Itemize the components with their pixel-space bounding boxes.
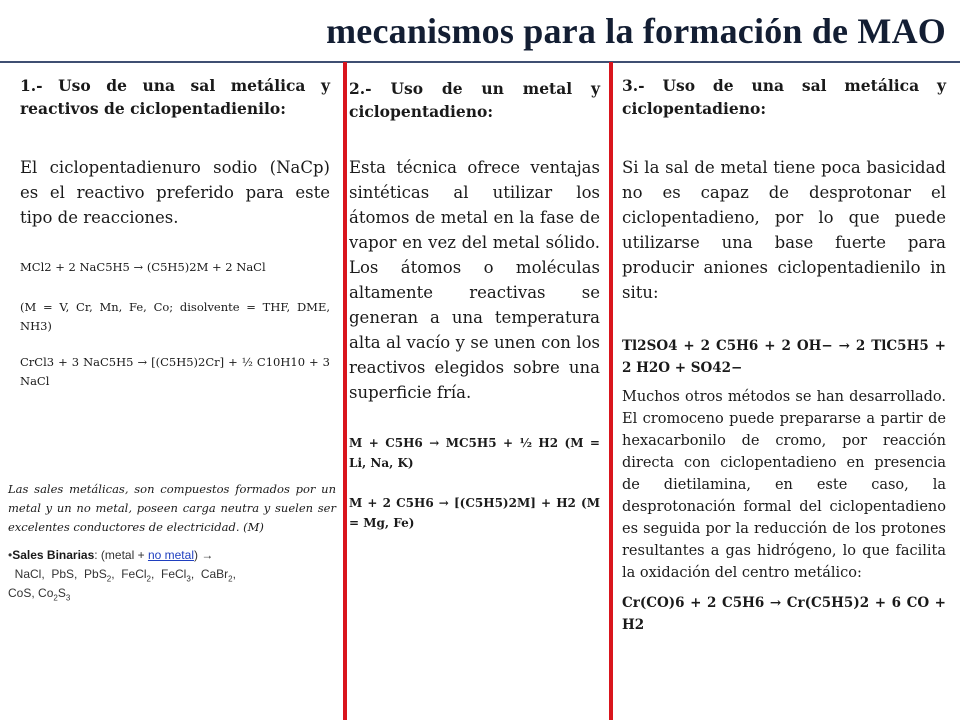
formula-fecl2: FeCl$_2$, [121,567,155,584]
column-3 [622,72,946,636]
title-underline [0,61,960,63]
bullet-sep: : (metal + [94,548,148,562]
col1-note: Las sales metálicas, son compuestos formados por un metal y un no metal, poseen carga neutra y suelen ser excelentes conductores de electricidad. (M) [8,482,336,534]
formula-cos: CoS, [8,586,35,600]
formula-fecl3: FeCl$_3$, [161,567,195,584]
column-divider-left [343,62,347,720]
bullet-label: Sales Binarias [12,548,95,562]
col3-equation-1: Tl2SO4 + 2 C5H6 + 2 OH− → 2 TlC5H5 + 2 H2O + SO42− [622,338,946,376]
column-2 [349,72,600,533]
col1-body: El ciclopentadienuro sodio (NaCp) es el reactivo preferido para este tipo de reacciones. [20,158,330,227]
col1-equation-1: MCl2 + 2 NaC5H5 → (C5H5)2M + 2 NaCl [20,260,266,274]
column-1 [20,72,330,391]
col2-equation-2: M + 2 C5H6 → [(C5H5)2M] + H2 (M = Mg, Fe) [349,496,600,530]
no-metal-link[interactable]: no metal [147,548,194,562]
col3-body-2: Muchos otros métodos se han desarrollado. El cromoceno puede prepararse a partir de hexacarbonilo de cromo, por reacción directa con ciclopentadieno en presencia de dietilamina, en este caso, la desprotonación formal del ciclopentadieno es seguida por la reducción de los protones resultantes a gas hidrógeno, lo que facilita la oxidación del centro metálico: [622,389,946,581]
col1-equation-3: CrCl3 + 3 NaC5H5 → [(C5H5)2Cr] + ½ C10H10 + 3 NaCl [20,355,330,388]
col1-footnote [8,480,336,603]
formula-pbs2: PbS$_2$, [84,567,115,584]
col3-heading: 3.- Uso de una sal metálica y ciclopentadieno: [622,76,946,118]
formula-cabr2: CaBr$_2$, [200,567,236,584]
bullet-marker: • [8,548,13,562]
column-divider-right [609,62,613,720]
sales-binarias-bullet [8,546,336,603]
col1-heading: 1.- Uso de una sal metálica y reactivos de ciclopentadienilo: [20,76,330,118]
col1-equation-2: (M = V, Cr, Mn, Fe, Co; disolvente = THF, DME, NH3) [20,300,330,333]
col3-body: Si la sal de metal tiene poca basicidad no es capaz de desprotonar el ciclopentadieno, por lo que puede utilizarse una base fuerte para producir aniones ciclopentadienilo in situ: [622,158,946,302]
formula-pbs: PbS, [51,567,78,581]
bullet-arrow: ) → [193,548,214,562]
col2-body: Esta técnica ofrece ventajas sintéticas al utilizar los átomos de metal en la fase de vapor en vez del metal sólido. Los átomos o moléculas altamente reactivas se generan a una temperatura alta al vacío y se unen con los reactivos elegidos sobre una superficie fría. [349,158,600,402]
col2-equation-1: M + C5H6 → MC5H5 + ½ H2 (M = Li, Na, K) [349,436,600,470]
formula-co2s3: $Co_2S_3$ [38,586,71,603]
formula-nacl: NaCl, [14,567,45,581]
col2-heading: 2.- Uso de un metal y ciclopentadieno: [349,79,600,121]
col3-equation-2: Cr(CO)6 + 2 C5H6 → Cr(C5H5)2 + 6 CO + H2 [622,595,946,633]
page-title: mecanismos para la formación de MAO [326,11,946,51]
